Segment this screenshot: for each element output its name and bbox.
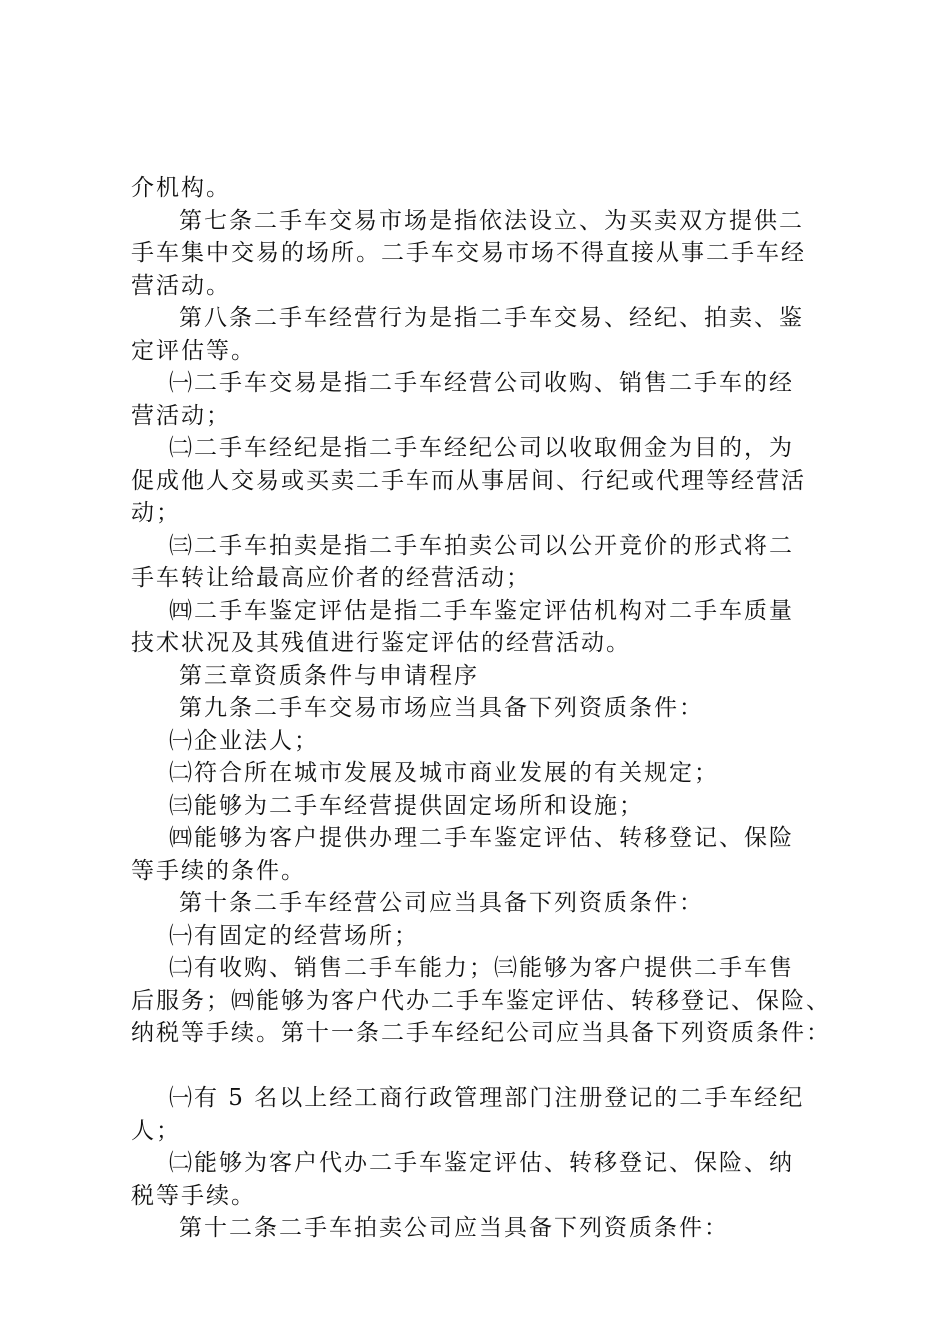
article-10-line: 第十条二手车经营公司应当具备下列资质条件： bbox=[179, 890, 704, 916]
list-item-line: ㈠二手车交易是指二手车经营公司收购、销售二手车的经 bbox=[169, 370, 794, 396]
text-line: 纳税等手续。第十一条二手车经纪公司应当具备下列资质条件： bbox=[131, 1020, 831, 1046]
article-8-line: 第八条二手车经营行为是指二手车交易、经纪、拍卖、鉴 bbox=[179, 305, 804, 331]
list-item-line: ㈡二手车经纪是指二手车经纪公司以收取佣金为目的，为 bbox=[169, 435, 794, 461]
text-line: 营活动。 bbox=[131, 272, 231, 299]
blank-line bbox=[131, 1050, 831, 1083]
text-line: 人； bbox=[131, 1117, 181, 1144]
list-item-line: ㈠有 5 名以上经工商行政管理部门注册登记的二手车经纪 bbox=[169, 1085, 805, 1111]
list-item-line: ㈠企业法人； bbox=[169, 727, 319, 754]
list-item-line: ㈢能够为二手车经营提供固定场所和设施； bbox=[169, 792, 644, 819]
article-12-line: 第十二条二手车拍卖公司应当具备下列资质条件： bbox=[179, 1215, 729, 1241]
text-line: 促成他人交易或买卖二手车而从事居间、行纪或代理等经营活 bbox=[131, 467, 806, 494]
list-item-line: ㈡能够为客户代办二手车鉴定评估、转移登记、保险、纳 bbox=[169, 1150, 794, 1176]
list-item-line: ㈣能够为客户提供办理二手车鉴定评估、转移登记、保险 bbox=[169, 825, 794, 851]
list-item-line: ㈢二手车拍卖是指二手车拍卖公司以公开竞价的形式将二 bbox=[169, 532, 794, 559]
text-line: 税等手续。 bbox=[131, 1182, 256, 1209]
text-line: 后服务；㈣能够为客户代办二手车鉴定评估、转移登记、保险、 bbox=[131, 987, 831, 1014]
text-line: 等手续的条件。 bbox=[131, 857, 306, 884]
text-line: 介机构。 bbox=[131, 175, 231, 201]
list-item-line: ㈣二手车鉴定评估是指二手车鉴定评估机构对二手车质量 bbox=[169, 597, 794, 624]
list-item-line: ㈡符合所在城市发展及城市商业发展的有关规定； bbox=[169, 760, 719, 786]
document-body bbox=[131, 172, 831, 1245]
text-line: 手车集中交易的场所。二手车交易市场不得直接从事二手车经 bbox=[131, 240, 806, 266]
text-line: 动； bbox=[131, 500, 181, 526]
article-9-line: 第九条二手车交易市场应当具备下列资质条件： bbox=[179, 695, 704, 721]
text-line: 手车转让给最高应价者的经营活动； bbox=[131, 565, 531, 591]
chapter-heading: 第三章资质条件与申请程序 bbox=[179, 662, 479, 689]
list-item-line: ㈡有收购、销售二手车能力；㈢能够为客户提供二手车售 bbox=[169, 955, 794, 981]
text-line: 技术状况及其残值进行鉴定评估的经营活动。 bbox=[131, 630, 631, 656]
article-7-line: 第七条二手车交易市场是指依法设立、为买卖双方提供二 bbox=[179, 207, 804, 234]
text-line: 定评估等。 bbox=[131, 337, 256, 364]
text-line: 营活动； bbox=[131, 402, 231, 429]
list-item-line: ㈠有固定的经营场所； bbox=[169, 922, 419, 949]
